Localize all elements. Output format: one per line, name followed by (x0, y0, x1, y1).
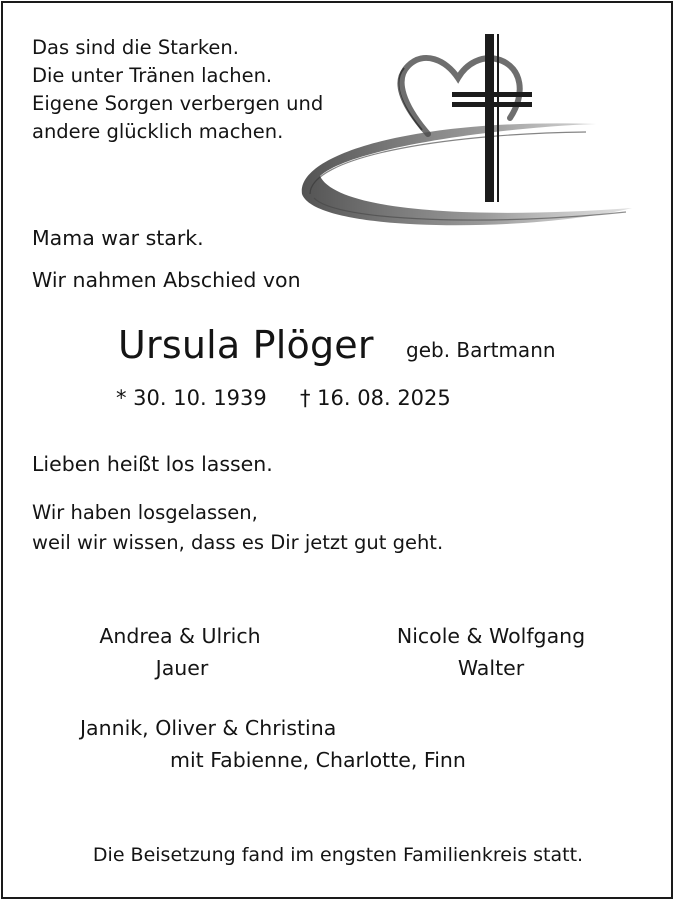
poem: Das sind die Starken. Die unter Tränen lachen. Eigene Sorgen verbergen und andere glücklich machen. (32, 36, 324, 143)
deceased-name: Ursula Plöger (118, 323, 374, 367)
intro-line-2: Wir nahmen Abschied von (32, 268, 301, 292)
grandchildren-line-1: Jannik, Oliver & Christina (80, 716, 337, 740)
farewell-text: Wir haben losgelassen, weil wir wissen, dass es Dir jetzt gut geht. (32, 501, 444, 554)
mourner-left-surname: Jauer (155, 656, 209, 680)
heart-cross-icon (296, 26, 636, 236)
grandchildren-line-2: mit Fabienne, Charlotte, Finn (170, 748, 466, 772)
mourner-right-names: Nicole & Wolfgang (396, 624, 586, 648)
funeral-note: Die Beisetzung fand im engsten Familienkreis statt. (92, 844, 584, 866)
intro-line-1: Mama war stark. (32, 226, 204, 250)
mourner-right-surname: Walter (457, 656, 525, 680)
maiden-name: geb. Bartmann (406, 338, 556, 362)
birth-date: * 30. 10. 1939 (116, 386, 267, 410)
mourner-left-names: Andrea & Ulrich (99, 624, 261, 648)
motto: Lieben heißt los lassen. (32, 452, 273, 476)
death-date: † 16. 08. 2025 (300, 386, 451, 410)
